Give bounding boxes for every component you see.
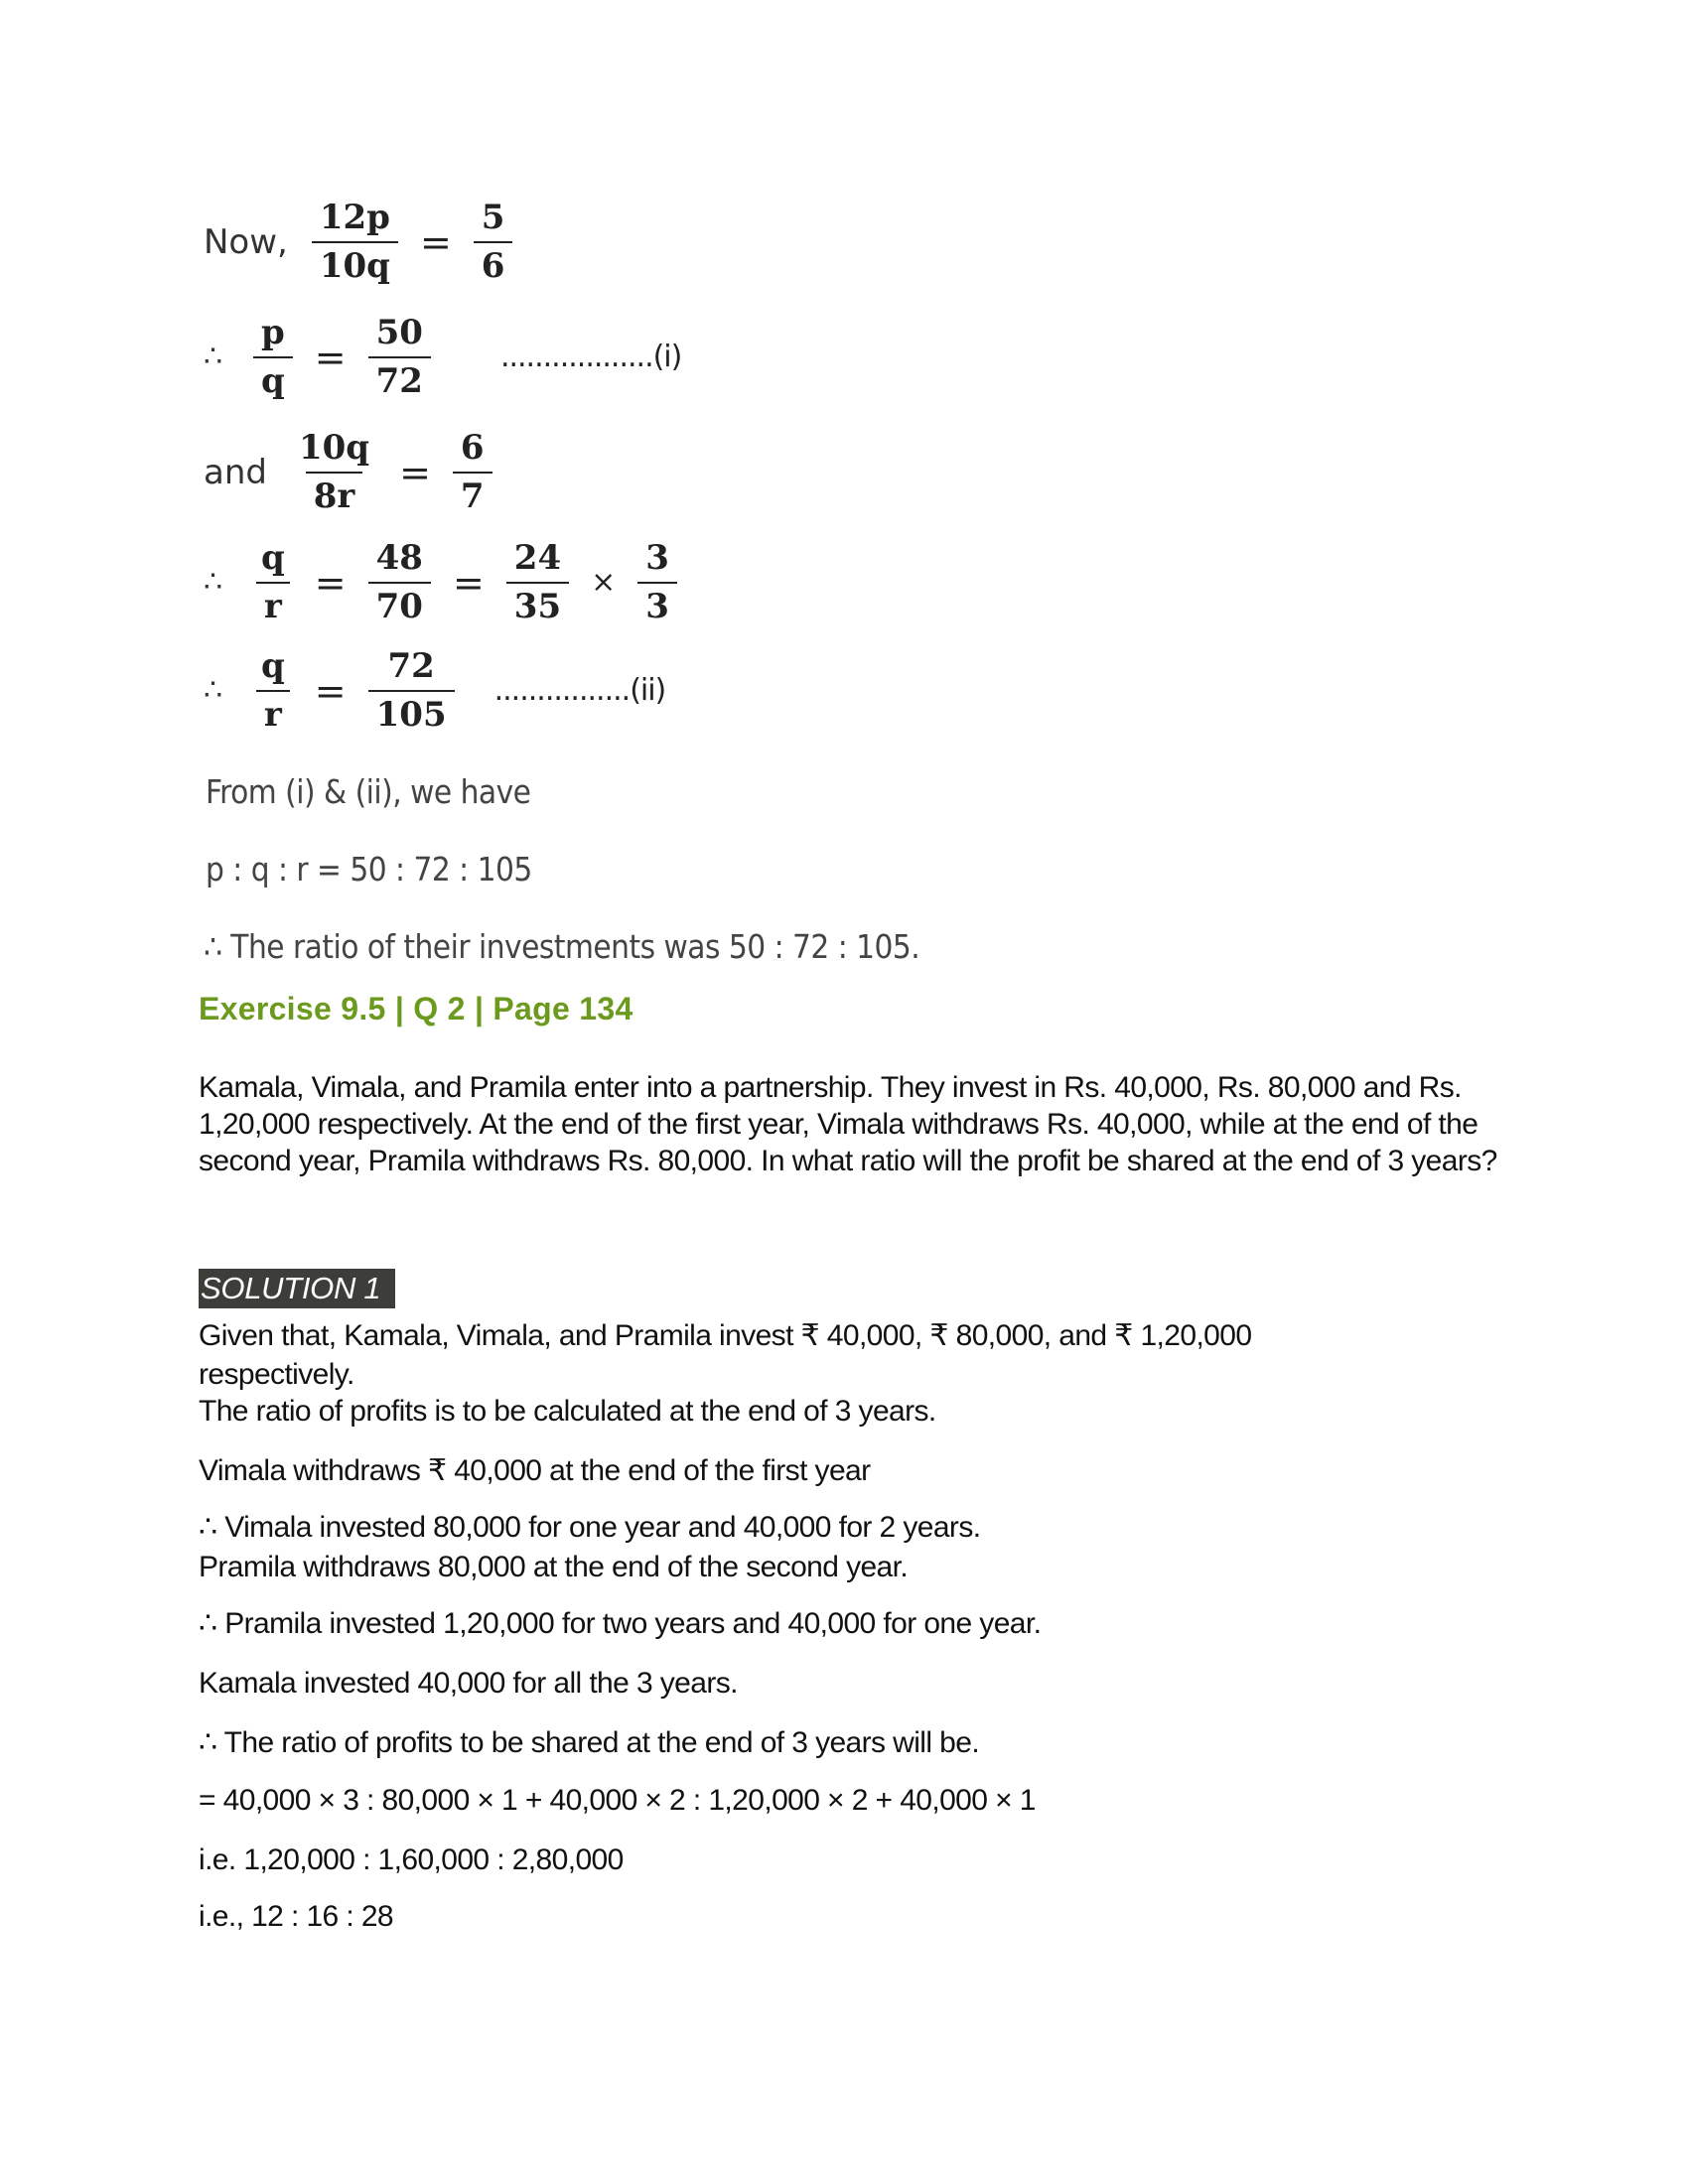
exercise-header: Exercise 9.5 | Q 2 | Page 134 — [199, 991, 633, 1026]
fraction-p-q — [253, 314, 293, 401]
numerator: q — [261, 538, 285, 578]
denominator: q — [253, 356, 293, 401]
fraction-q-r — [253, 647, 293, 735]
solution-ratio-intro: ∴ The ratio of profits to be shared at the end of 3 years will be. — [199, 1726, 980, 1759]
solution-given-line-1: Given that, Kamala, Vimala, and Pramila invest ₹ 40,000, ₹ 80,000, and ₹ 1,20,000 — [199, 1319, 1252, 1352]
denominator: 70 — [368, 582, 431, 626]
equals-sign: = — [452, 561, 485, 606]
denominator: 7 — [453, 472, 492, 516]
solution-ratio-simplified: i.e., 12 : 16 : 28 — [199, 1900, 394, 1933]
equation-q-over-r-result — [204, 647, 665, 735]
solution-pramila-withdraw: Pramila withdraws 80,000 at the end of the second year. — [199, 1551, 909, 1583]
solution-ratio-values: i.e. 1,20,000 : 1,60,000 : 2,80,000 — [199, 1843, 624, 1876]
numerator: q — [261, 646, 285, 686]
denominator: 3 — [637, 582, 677, 626]
numerator: 6 — [460, 428, 485, 468]
numerator: 50 — [375, 313, 423, 352]
solution-kamala-invest: Kamala invested 40,000 for all the 3 years. — [199, 1667, 738, 1700]
denominator: 105 — [368, 690, 455, 735]
fraction-24-35 — [506, 539, 569, 626]
equation-tag-i: ..................(i) — [499, 340, 682, 375]
investment-ratio-conclusion: ∴ The ratio of their investments was 50 : 72 : 105. — [204, 927, 920, 966]
denominator: r — [256, 582, 290, 626]
numerator: p — [261, 313, 285, 352]
equation-q-over-r-expanded — [204, 539, 687, 626]
numerator: 12p — [319, 198, 390, 237]
solution-badge: SOLUTION 1 — [199, 1269, 395, 1308]
numerator: 3 — [645, 538, 669, 578]
fraction-6-7 — [453, 429, 492, 516]
question-text: Kamala, Vimala, and Pramila enter into a partnership. They invest in Rs. 40,000, Rs. 80,000 and Rs. 1,20,000 respectively. At the end of the first year, Vimala withdraws Rs. 40,000, while at the end of the second year, Pramila withdraws Rs. 80,000. In what ratio will the profit be shared at the end of 3 years? — [199, 1071, 1497, 1177]
from-i-ii-text: From (i) & (ii), we have — [206, 772, 531, 811]
equals-sign: = — [314, 336, 347, 380]
equation-tag-ii: ................(ii) — [493, 673, 666, 709]
denominator: 72 — [368, 356, 431, 401]
therefore-icon: ∴ — [204, 340, 223, 375]
denominator: 8r — [306, 472, 363, 516]
fraction-3-3 — [637, 539, 677, 626]
fraction-5-6 — [474, 199, 513, 286]
and-label: and — [204, 453, 267, 493]
denominator: 6 — [474, 241, 513, 286]
fraction-10q-8r — [291, 429, 377, 516]
denominator: 35 — [506, 582, 569, 626]
ratio-pqr-text: p : q : r = 50 : 72 : 105 — [206, 850, 532, 888]
numerator: 24 — [513, 538, 562, 578]
times-icon: × — [591, 565, 617, 601]
numerator: 5 — [481, 198, 505, 237]
solution-ratio-expression: = 40,000 × 3 : 80,000 × 1 + 40,000 × 2 : 1,20,000 × 2 + 40,000 × 1 — [199, 1784, 1036, 1817]
solution-vimala-invest: ∴ Vimala invested 80,000 for one year and 40,000 for 2 years. — [199, 1511, 981, 1544]
numerator: 72 — [387, 646, 435, 686]
fraction-q-r — [253, 539, 293, 626]
therefore-icon: ∴ — [204, 673, 223, 709]
solution-pramila-invest: ∴ Pramila invested 1,20,000 for two years and 40,000 for one year. — [199, 1607, 1042, 1640]
fraction-48-70 — [368, 539, 431, 626]
numerator: 48 — [375, 538, 423, 578]
denominator: r — [256, 690, 290, 735]
solution-vimala-withdraw: Vimala withdraws ₹ 40,000 at the end of the first year — [199, 1454, 871, 1487]
fraction-50-72 — [368, 314, 431, 401]
fraction-12p-10q — [312, 199, 398, 286]
solution-given-line-3: The ratio of profits is to be calculated at the end of 3 years. — [199, 1395, 936, 1428]
equals-sign: = — [314, 561, 347, 606]
equation-10q-over-8r — [204, 429, 502, 516]
fraction-72-105 — [368, 647, 455, 735]
numerator: 10q — [298, 428, 370, 468]
equals-sign: = — [419, 220, 452, 265]
equation-12p-over-10q — [204, 199, 522, 286]
denominator: 10q — [312, 241, 398, 286]
equals-sign: = — [314, 669, 347, 714]
equation-p-over-q — [204, 314, 681, 401]
therefore-icon: ∴ — [204, 565, 223, 601]
equals-sign: = — [399, 451, 431, 495]
solution-given-line-2: respectively. — [199, 1358, 354, 1391]
now-label: Now, — [204, 222, 288, 263]
